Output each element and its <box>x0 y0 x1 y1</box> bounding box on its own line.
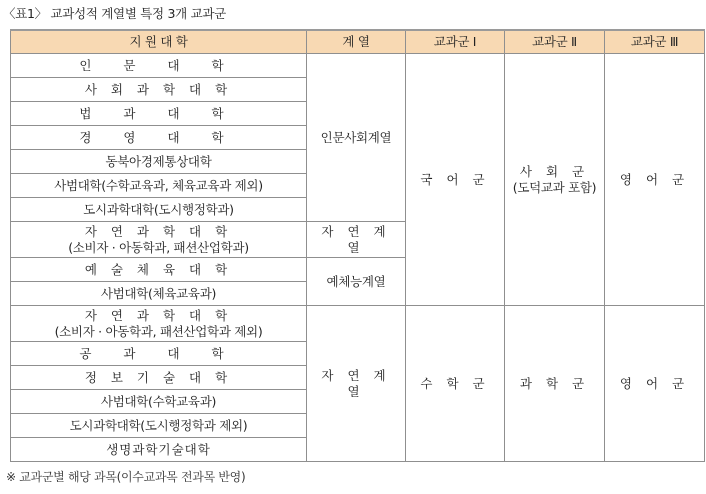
university-cell: 예 술 체 육 대 학 <box>11 258 307 282</box>
university-cell: 공 과 대 학 <box>11 342 307 366</box>
university-cell: 정 보 기 술 대 학 <box>11 366 307 390</box>
table-row <box>11 54 705 78</box>
group3-lower: 영 어 군 <box>605 306 705 462</box>
curriculum-group-table <box>10 29 705 462</box>
group1-upper: 국 어 군 <box>406 54 505 306</box>
header-university: 지 원 대 학 <box>11 30 307 54</box>
table-header-row <box>11 30 705 54</box>
university-detail: (소비자 · 아동학과, 패션산업학과 제외) <box>54 323 263 339</box>
group2-upper-main: 사 회 군 <box>519 163 590 179</box>
table-caption: 〈표1〉 교과성적 계열별 특정 3개 교과군 <box>3 6 226 21</box>
group2-upper <box>505 54 605 306</box>
group2-upper-sub: (도덕교과 포함) <box>512 179 597 195</box>
university-cell: 도시과학대학(도시행정학과 제외) <box>11 414 307 438</box>
university-cell: 법 과 대 학 <box>11 102 307 126</box>
university-cell: 생명과학기술대학 <box>11 438 307 462</box>
header-group-2: 교과군 Ⅱ <box>505 30 605 54</box>
university-name: 자 연 과 학 대 학 <box>84 223 233 239</box>
footnote: ※ 교과군별 해당 과목(이수교과목 전과목 반영) <box>6 470 246 484</box>
group1-lower: 수 학 군 <box>406 306 505 462</box>
university-cell: 도시과학대학(도시행정학과) <box>11 198 307 222</box>
header-group-1: 교과군 Ⅰ <box>406 30 505 54</box>
university-detail: (소비자 · 아동학과, 패션산업학과) <box>68 239 249 255</box>
header-group-3: 교과군 Ⅲ <box>605 30 705 54</box>
university-cell: 동북아경제통상대학 <box>11 150 307 174</box>
university-cell <box>11 222 307 258</box>
university-cell: 경 영 대 학 <box>11 126 307 150</box>
track-arts: 예체능계열 <box>307 258 406 306</box>
university-cell: 사범대학(수학교육과) <box>11 390 307 414</box>
university-cell <box>11 306 307 342</box>
track-natural-large: 자 연 계 열 <box>307 306 406 462</box>
university-name: 자 연 과 학 대 학 <box>84 307 233 323</box>
university-cell: 사 회 과 학 대 학 <box>11 78 307 102</box>
table-row <box>11 306 705 342</box>
track-humanities: 인문사회계열 <box>307 54 406 222</box>
university-cell: 사범대학(수학교육과, 체육교육과 제외) <box>11 174 307 198</box>
group3-upper: 영 어 군 <box>605 54 705 306</box>
header-track: 계 열 <box>307 30 406 54</box>
university-cell: 인 문 대 학 <box>11 54 307 78</box>
group2-lower: 과 학 군 <box>505 306 605 462</box>
track-natural-small: 자 연 계 열 <box>307 222 406 258</box>
university-cell: 사범대학(체육교육과) <box>11 282 307 306</box>
